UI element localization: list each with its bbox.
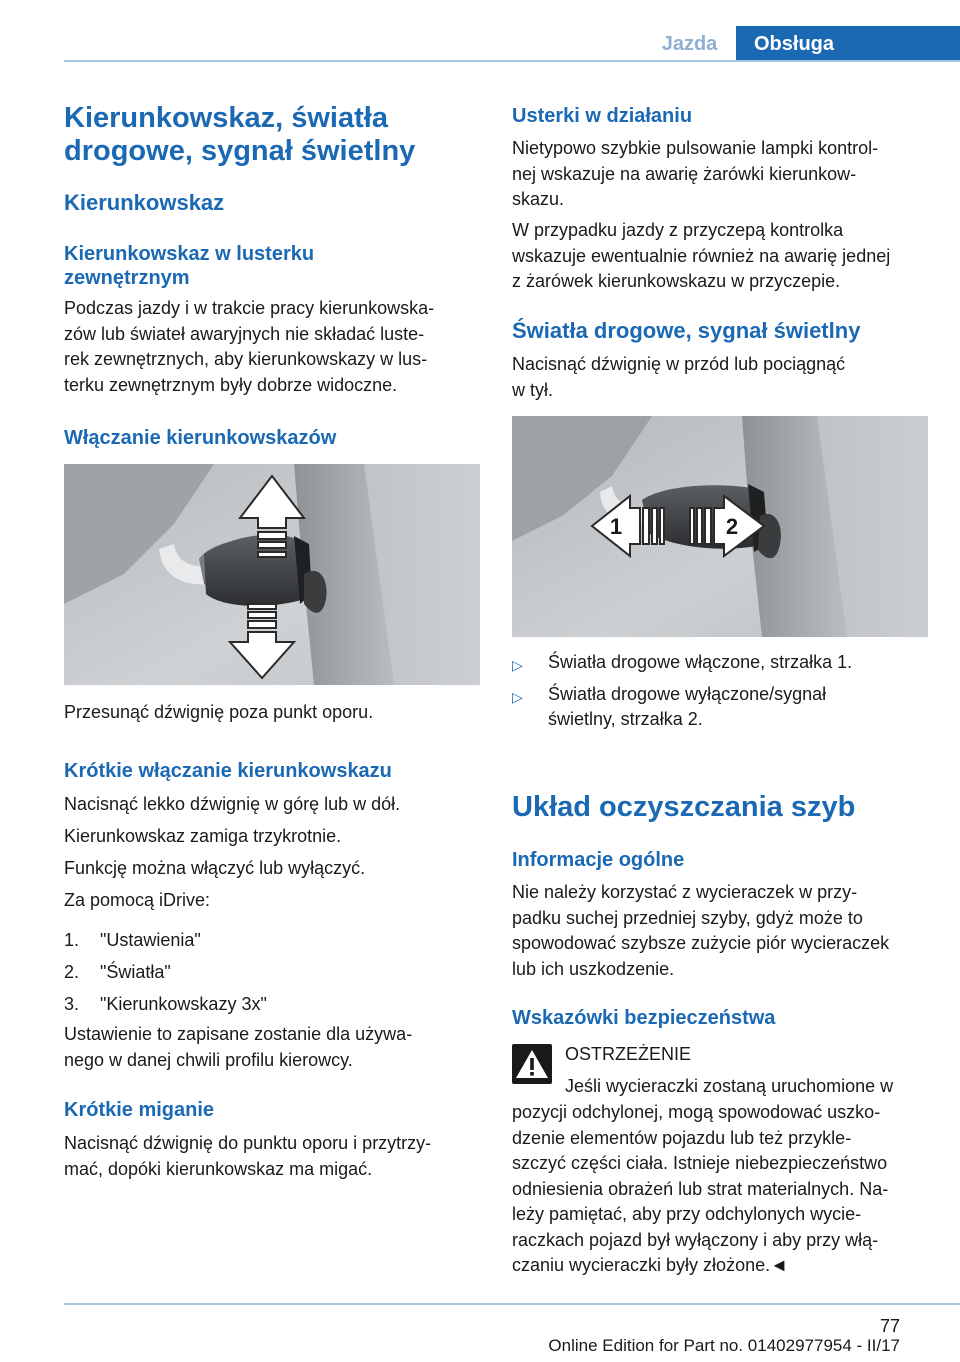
general-info-paragraph: Nie należy korzystać z wycieraczek w przy- padku suchej przedniej szyby, gdyż może to spowodować szybsze zużycie piór wycieraczek lub ich uszkodzenie.: [512, 882, 890, 979]
mirror-paragraph: Podczas jazdy i w trakcie pracy kierunkowska- zów lub świateł awaryjnych nie składać luste- rek zewnętrznych, aby kierunkowskazy w lus- terku zewnętrznym były dobrze widoczne.: [64, 298, 435, 395]
edition-footer: Online Edition for Part no. 01402977954 - II/17: [548, 1336, 900, 1355]
section-heading-turn-signal: Kierunkowskaz: [64, 190, 225, 215]
section-heading-switch-on: Włączanie kierunkowskazów: [64, 427, 337, 449]
list-item: ▷ Światła drogowe wyłączone/sygnał świetlny, strzałka 2.: [512, 682, 826, 732]
brief-paragraph-2: Kierunkowskaz zamiga trzykrotnie.: [64, 826, 342, 846]
malfunction-paragraph-2: W przypadku jazdy z przyczepą kontrolka wskazuje ewentualnie również na awarię jednej z żarówek kierunkowskazu w przyczepie.: [512, 220, 891, 291]
section-heading-mirror-signal: Kierunkowskaz w lusterku zewnętrznym: [64, 243, 315, 289]
section-heading-brief-flash: Krótkie miganie: [64, 1099, 215, 1121]
warning-label: OSTRZEŻENIE: [565, 1044, 692, 1064]
section-heading-general-info: Informacje ogólne: [512, 849, 685, 871]
footer-rule: [64, 1303, 960, 1305]
bullet-triangle-icon: ▷: [512, 657, 523, 673]
page-title: Kierunkowskaz, światła drogowe, sygnał świetlny: [64, 102, 416, 167]
warning-paragraph: pozycji odchylonej, mogą spowodować uszko- dzenie elementów pojazdu lub też przykle- szczyć części ciała. Istnieje niebezpieczeństwo odniesienia obrażeń lub strat materialnych. Na- leży pamiętać, aby przy odchylonych wycie- raczkach pojazd był wyłączony i aby przy włą- czaniu wycieraczki były złożone.◄: [512, 1102, 889, 1275]
high-beam-stalk-photo: [512, 416, 928, 637]
page-number: 77: [879, 1316, 900, 1336]
stalk-up-down-illustration: [64, 464, 480, 685]
header-rule: [64, 60, 960, 62]
list-item: 3. "Kierunkowskazy 3x": [64, 994, 267, 1014]
list-item: 2. "Światła": [64, 962, 171, 982]
stalk-forward-back-illustration: [512, 416, 928, 637]
malfunction-paragraph-1: Nietypowo szybkie pulsowanie lampki kontrol- nej wskazuje na awarię żarówki kierunkow- skazu.: [512, 138, 879, 209]
list-item: 1. "Ustawienia": [64, 930, 201, 950]
turn-signal-stalk-photo: [64, 464, 480, 685]
list-item: ▷ Światła drogowe włączone, strzałka 1.: [512, 650, 852, 678]
arrow-label-2: 2: [725, 514, 739, 539]
section-heading-safety: Wskazówki bezpieczeństwa: [512, 1007, 776, 1029]
saved-setting-paragraph: Ustawienie to zapisane zostanie dla używa- nego w danej chwili profilu kierowcy.: [64, 1024, 413, 1070]
warning-triangle-icon: [512, 1044, 552, 1084]
high-beam-paragraph: Nacisnąć dźwignię w przód lub pociągnąć w tył.: [512, 354, 846, 400]
brief-paragraph-1: Nacisnąć lekko dźwignię w górę lub w dół.: [64, 794, 401, 814]
section-heading-brief-signal: Krótkie włączanie kierunkowskazu: [64, 760, 392, 782]
brief-paragraph-4: Za pomocą iDrive:: [64, 890, 211, 910]
flash-paragraph: Nacisnąć dźwignię do punktu oporu i przytrzy- mać, dopóki kierunkowskaz ma migać.: [64, 1133, 432, 1179]
switch-on-caption: Przesunąć dźwignię poza punkt oporu.: [64, 702, 374, 722]
wiper-section-title: Układ oczyszczania szyb: [512, 791, 856, 823]
section-heading-malfunction: Usterki w działaniu: [512, 105, 693, 127]
arrow-label-1: 1: [609, 514, 623, 539]
header-tab-obsluga: Obsługa: [736, 26, 960, 62]
warning-first-line: Jeśli wycieraczki zostaną uruchomione w: [565, 1076, 894, 1096]
section-heading-high-beam: Światła drogowe, sygnał świetlny: [512, 318, 861, 343]
brief-paragraph-3: Funkcję można włączyć lub wyłączyć.: [64, 858, 366, 878]
header-tab-jazda: Jazda: [661, 32, 718, 55]
bullet-triangle-icon: ▷: [512, 689, 523, 705]
